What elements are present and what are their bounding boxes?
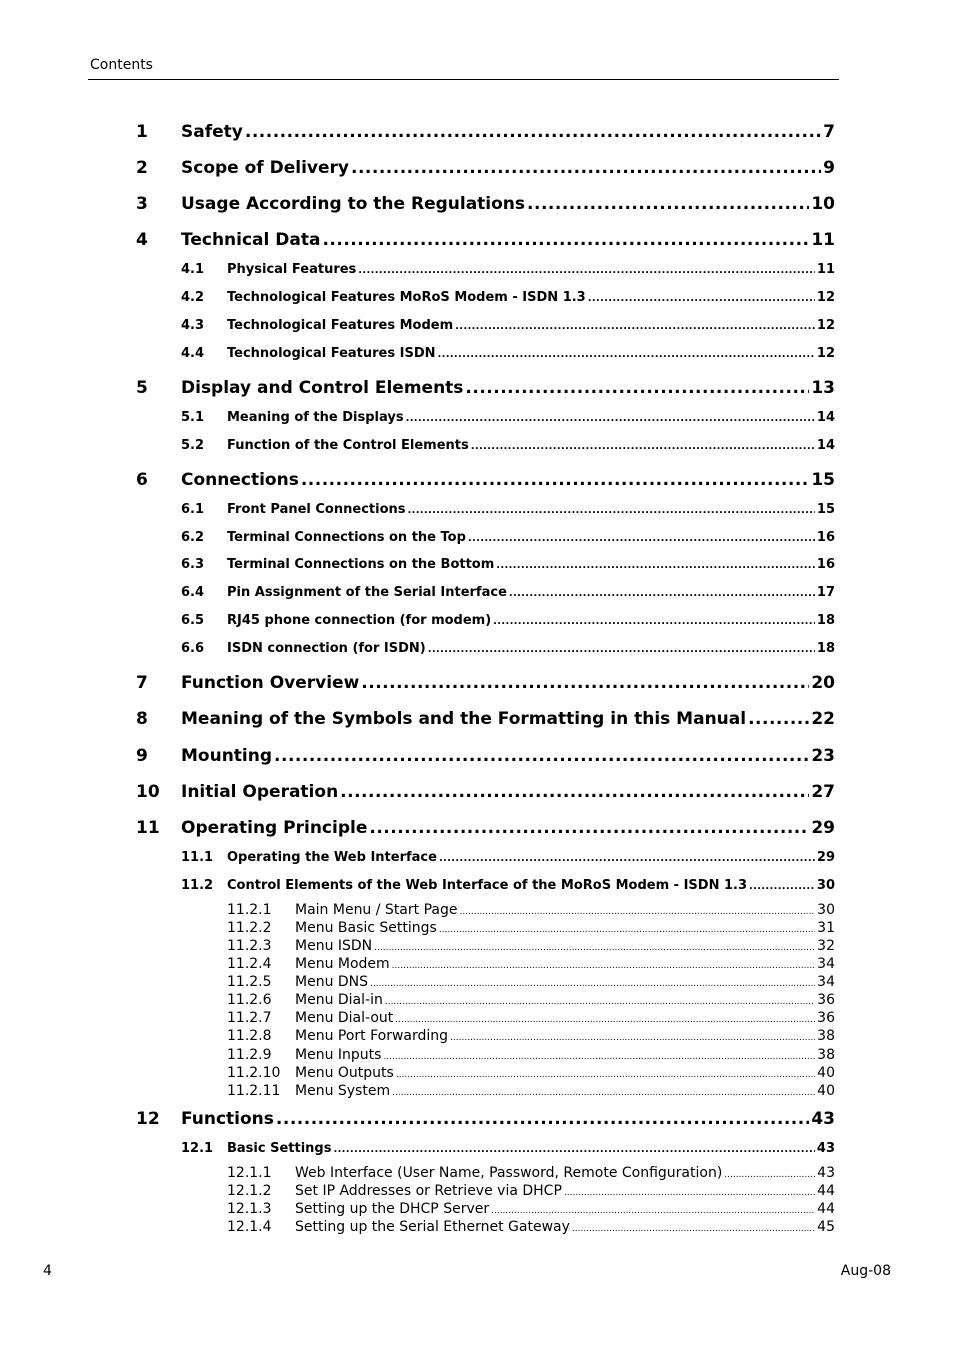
toc-entry-page: 34 xyxy=(817,974,835,990)
toc-entry-level-2[interactable] xyxy=(181,1141,835,1159)
toc-entry-title: Basic Settings xyxy=(227,1141,332,1156)
toc-entry-level-2[interactable] xyxy=(181,502,835,520)
toc-entry-title: Menu Dial-out xyxy=(295,1010,394,1026)
toc-entry-level-2[interactable] xyxy=(181,585,835,603)
toc-entry-level-3[interactable] xyxy=(227,992,835,1009)
toc-entry-level-3[interactable] xyxy=(227,956,835,973)
toc-dot-leader xyxy=(383,1052,815,1062)
toc-dot-leader xyxy=(439,853,815,864)
toc-entry-number: 4 xyxy=(136,230,148,250)
toc-entry-title: Initial Operation xyxy=(181,782,339,802)
toc-entry-page: 43 xyxy=(811,1109,835,1129)
toc-entry-number: 5.1 xyxy=(181,410,205,425)
toc-entry-title: Menu Outputs xyxy=(295,1065,394,1081)
toc-entry-number: 11.2 xyxy=(181,878,214,893)
toc-entry-level-1[interactable] xyxy=(136,746,835,768)
toc-entry-level-3[interactable] xyxy=(227,1201,835,1218)
toc-dot-leader xyxy=(374,943,815,953)
toc-entry-page: 11 xyxy=(811,230,835,250)
toc-entry-page: 40 xyxy=(817,1083,835,1099)
toc-dot-leader xyxy=(358,265,815,276)
toc-entry-page: 12 xyxy=(816,290,835,305)
toc-entry-title: Setting up the DHCP Server xyxy=(295,1201,490,1217)
toc-entry-page: 32 xyxy=(817,938,835,954)
toc-entry-title: Control Elements of the Web Interface of the MoRoS Modem - ISDN 1.3 xyxy=(227,878,748,893)
toc-entry-page: 30 xyxy=(817,902,835,918)
toc-entry-number: 5.2 xyxy=(181,438,205,453)
toc-dot-leader xyxy=(438,349,815,360)
footer-date: Aug-08 xyxy=(840,1263,891,1279)
toc-dot-leader xyxy=(369,818,809,838)
toc-entry-page: 22 xyxy=(811,709,835,729)
toc-dot-leader xyxy=(392,1088,815,1098)
toc-entry-page: 31 xyxy=(817,920,835,936)
toc-entry-title: ISDN connection (for ISDN) xyxy=(227,641,426,656)
toc-entry-level-1[interactable] xyxy=(136,470,835,492)
toc-entry-page: 40 xyxy=(817,1065,835,1081)
toc-dot-leader xyxy=(455,321,815,332)
toc-entry-page: 13 xyxy=(811,378,835,398)
toc-dot-leader xyxy=(564,1188,815,1198)
toc-entry-title: Pin Assignment of the Serial Interface xyxy=(227,585,507,600)
toc-dot-leader xyxy=(361,673,809,693)
toc-entry-page: 15 xyxy=(816,502,835,517)
toc-entry-page: 11 xyxy=(816,262,835,277)
toc-entry-level-1[interactable] xyxy=(136,673,835,695)
toc-entry-title: Terminal Connections on the Bottom xyxy=(227,557,495,572)
toc-entry-page: 27 xyxy=(811,782,835,802)
toc-entry-title: Menu DNS xyxy=(295,974,369,990)
toc-dot-leader xyxy=(406,413,815,424)
toc-entry-level-1[interactable] xyxy=(136,709,835,731)
footer-page-number: 4 xyxy=(43,1263,52,1279)
toc-entry-page: 17 xyxy=(816,585,835,600)
toc-dot-leader xyxy=(509,588,815,599)
toc-entry-page: 36 xyxy=(817,1010,835,1026)
toc-entry-level-3[interactable] xyxy=(227,1065,835,1082)
toc-entry-number: 6.2 xyxy=(181,530,205,545)
toc-entry-number: 4.2 xyxy=(181,290,205,305)
toc-dot-leader xyxy=(396,1070,815,1080)
toc-entry-number: 12 xyxy=(136,1109,160,1129)
toc-entry-level-3[interactable] xyxy=(227,974,835,991)
toc-entry-number: 11.1 xyxy=(181,850,214,865)
toc-entry-number: 11.2.10 xyxy=(227,1065,281,1081)
toc-entry-page: 9 xyxy=(823,158,835,178)
toc-dot-leader xyxy=(301,470,810,490)
toc-dot-leader xyxy=(340,782,809,802)
toc-entry-page: 12 xyxy=(816,318,835,333)
toc-dot-leader xyxy=(496,560,815,571)
toc-entry-page: 16 xyxy=(816,557,835,572)
toc-entry-number: 3 xyxy=(136,194,148,214)
toc-entry-page: 43 xyxy=(817,1165,835,1181)
toc-entry-title: Web Interface (User Name, Password, Remote Configuration) xyxy=(295,1165,723,1181)
toc-entry-title: Safety xyxy=(181,122,243,142)
toc-dot-leader xyxy=(276,1109,809,1129)
toc-entry-page: 10 xyxy=(811,194,835,214)
toc-entry-level-2[interactable] xyxy=(181,346,835,364)
toc-dot-leader xyxy=(493,616,815,627)
toc-entry-level-3[interactable] xyxy=(227,1010,835,1027)
toc-entry-level-3[interactable] xyxy=(227,920,835,937)
toc-entry-level-3[interactable] xyxy=(227,938,835,955)
toc-entry-number: 10 xyxy=(136,782,160,802)
toc-dot-leader xyxy=(385,997,815,1007)
toc-entry-title: Front Panel Connections xyxy=(227,502,406,517)
toc-entry-number: 12.1.4 xyxy=(227,1219,272,1235)
toc-entry-number: 9 xyxy=(136,746,148,766)
toc-entry-page: 38 xyxy=(817,1047,835,1063)
toc-entry-title: Function Overview xyxy=(181,673,360,693)
toc-entry-title: Physical Features xyxy=(227,262,357,277)
toc-entry-number: 4.1 xyxy=(181,262,205,277)
toc-dot-leader xyxy=(322,230,809,250)
toc-entry-number: 4.3 xyxy=(181,318,205,333)
toc-entry-title: Menu ISDN xyxy=(295,938,373,954)
toc-dot-leader xyxy=(450,1033,815,1043)
toc-entry-level-2[interactable] xyxy=(181,641,835,659)
toc-entry-number: 4.4 xyxy=(181,346,205,361)
toc-entry-level-2[interactable] xyxy=(181,410,835,428)
toc-entry-level-2[interactable] xyxy=(181,557,835,575)
toc-entry-number: 11.2.1 xyxy=(227,902,272,918)
toc-entry-number: 1 xyxy=(136,122,148,142)
toc-entry-page: 18 xyxy=(816,641,835,656)
toc-entry-number: 8 xyxy=(136,709,148,729)
toc-dot-leader xyxy=(572,1224,815,1234)
toc-dot-leader xyxy=(333,1144,814,1155)
toc-entry-page: 20 xyxy=(811,673,835,693)
toc-dot-leader xyxy=(465,378,809,398)
toc-entry-title: Function of the Control Elements xyxy=(227,438,469,453)
toc-entry-level-2[interactable] xyxy=(181,878,835,896)
toc-entry-page: 43 xyxy=(816,1141,835,1156)
toc-entry-level-1[interactable] xyxy=(136,818,835,840)
page-header-title: Contents xyxy=(90,57,153,73)
toc-entry-page: 29 xyxy=(811,818,835,838)
toc-entry-level-1[interactable] xyxy=(136,1109,835,1131)
toc-entry-title: Technical Data xyxy=(181,230,321,250)
toc-entry-page: 12 xyxy=(816,346,835,361)
toc-entry-title: Menu Basic Settings xyxy=(295,920,437,936)
toc-entry-level-3[interactable] xyxy=(227,1028,835,1045)
toc-entry-level-3[interactable] xyxy=(227,902,835,919)
toc-dot-leader xyxy=(459,907,815,917)
toc-entry-title: Functions xyxy=(181,1109,274,1129)
toc-entry-title: Menu Modem xyxy=(295,956,390,972)
toc-dot-leader xyxy=(395,1015,815,1025)
toc-dot-leader xyxy=(408,505,815,516)
toc-entry-title: Menu System xyxy=(295,1083,391,1099)
toc-entry-number: 11 xyxy=(136,818,160,838)
toc-entry-page: 29 xyxy=(816,850,835,865)
toc-entry-number: 11.2.11 xyxy=(227,1083,281,1099)
toc-entry-page: 45 xyxy=(817,1219,835,1235)
toc-entry-title: Set IP Addresses or Retrieve via DHCP xyxy=(295,1183,562,1199)
toc-entry-level-2[interactable] xyxy=(181,290,835,308)
toc-entry-title: Technological Features MoRoS Modem - ISDN 1.3 xyxy=(227,290,586,305)
toc-entry-level-3[interactable] xyxy=(227,1219,835,1236)
toc-entry-page: 36 xyxy=(817,992,835,1008)
toc-entry-level-3[interactable] xyxy=(227,1165,835,1182)
toc-entry-title: Meaning of the Symbols and the Formatting in this Manual xyxy=(181,709,747,729)
toc-dot-leader xyxy=(724,1170,815,1180)
toc-dot-leader xyxy=(274,746,809,766)
toc-entry-title: Display and Control Elements xyxy=(181,378,464,398)
toc-entry-title: Scope of Delivery xyxy=(181,158,349,178)
toc-entry-title: Main Menu / Start Page xyxy=(295,902,458,918)
toc-entry-level-1[interactable] xyxy=(136,122,835,144)
toc-entry-page: 38 xyxy=(817,1028,835,1044)
toc-entry-page: 7 xyxy=(823,122,835,142)
toc-entry-level-2[interactable] xyxy=(181,318,835,336)
toc-entry-title: Technological Features Modem xyxy=(227,318,454,333)
toc-entry-level-2[interactable] xyxy=(181,613,835,631)
toc-entry-number: 6.1 xyxy=(181,502,205,517)
toc-entry-level-2[interactable] xyxy=(181,530,835,548)
toc-entry-number: 11.2.9 xyxy=(227,1047,272,1063)
toc-dot-leader xyxy=(471,441,815,452)
toc-entry-page: 16 xyxy=(816,530,835,545)
toc-entry-page: 15 xyxy=(811,470,835,490)
toc-entry-title: Operating Principle xyxy=(181,818,368,838)
toc-dot-leader xyxy=(428,644,815,655)
toc-dot-leader xyxy=(527,194,809,214)
toc-entry-title: Meaning of the Displays xyxy=(227,410,404,425)
toc-entry-page: 44 xyxy=(817,1183,835,1199)
toc-entry-title: RJ45 phone connection (for modem) xyxy=(227,613,492,628)
toc-entry-number: 11.2.5 xyxy=(227,974,272,990)
toc-entry-title: Menu Port Forwarding xyxy=(295,1028,449,1044)
toc-entry-title: Setting up the Serial Ethernet Gateway xyxy=(295,1219,570,1235)
toc-entry-level-1[interactable] xyxy=(136,378,835,400)
toc-entry-page: 18 xyxy=(816,613,835,628)
toc-entry-title: Connections xyxy=(181,470,299,490)
toc-dot-leader xyxy=(245,122,821,142)
toc-entry-title: Mounting xyxy=(181,746,273,766)
toc-dot-leader xyxy=(351,158,821,178)
toc-dot-leader xyxy=(749,881,815,892)
toc-entry-number: 5 xyxy=(136,378,148,398)
toc-entry-page: 34 xyxy=(817,956,835,972)
toc-entry-level-1[interactable] xyxy=(136,158,835,180)
toc-entry-title: Menu Inputs xyxy=(295,1047,382,1063)
toc-entry-page: 23 xyxy=(811,746,835,766)
toc-entry-number: 12.1.2 xyxy=(227,1183,272,1199)
toc-entry-level-1[interactable] xyxy=(136,782,835,804)
toc-dot-leader xyxy=(370,979,815,989)
toc-dot-leader xyxy=(392,961,816,971)
toc-entry-number: 12.1 xyxy=(181,1141,214,1156)
toc-entry-number: 11.2.6 xyxy=(227,992,272,1008)
toc-entry-number: 6.4 xyxy=(181,585,205,600)
toc-entry-number: 11.2.4 xyxy=(227,956,272,972)
toc-dot-leader xyxy=(491,1206,815,1216)
toc-entry-title: Operating the Web Interface xyxy=(227,850,437,865)
toc-entry-page: 30 xyxy=(816,878,835,893)
toc-entry-title: Technological Features ISDN xyxy=(227,346,436,361)
toc-entry-page: 44 xyxy=(817,1201,835,1217)
toc-entry-title: Menu Dial-in xyxy=(295,992,383,1008)
toc-entry-level-3[interactable] xyxy=(227,1047,835,1064)
toc-entry-page: 14 xyxy=(816,410,835,425)
toc-dot-leader xyxy=(748,709,809,729)
toc-entry-number: 2 xyxy=(136,158,148,178)
toc-entry-level-1[interactable] xyxy=(136,194,835,216)
toc-entry-level-2[interactable] xyxy=(181,262,835,280)
toc-entry-number: 12.1.1 xyxy=(227,1165,272,1181)
toc-entry-number: 6 xyxy=(136,470,148,490)
toc-entry-page: 14 xyxy=(816,438,835,453)
toc-entry-number: 6.6 xyxy=(181,641,205,656)
toc-dot-leader xyxy=(468,533,815,544)
toc-entry-level-3[interactable] xyxy=(227,1183,835,1200)
toc-dot-leader xyxy=(588,293,815,304)
toc-entry-level-1[interactable] xyxy=(136,230,835,252)
toc-entry-title: Usage According to the Regulations xyxy=(181,194,526,214)
toc-dot-leader xyxy=(439,925,815,935)
toc-entry-number: 11.2.3 xyxy=(227,938,272,954)
toc-entry-number: 6.3 xyxy=(181,557,205,572)
toc-entry-number: 11.2.2 xyxy=(227,920,272,936)
toc-entry-title: Terminal Connections on the Top xyxy=(227,530,466,545)
toc-entry-level-2[interactable] xyxy=(181,850,835,868)
toc-entry-number: 6.5 xyxy=(181,613,205,628)
toc-entry-number: 11.2.8 xyxy=(227,1028,272,1044)
toc-entry-level-3[interactable] xyxy=(227,1083,835,1100)
toc-entry-number: 11.2.7 xyxy=(227,1010,272,1026)
toc-entry-number: 12.1.3 xyxy=(227,1201,272,1217)
toc-entry-number: 7 xyxy=(136,673,148,693)
toc-entry-level-2[interactable] xyxy=(181,438,835,456)
